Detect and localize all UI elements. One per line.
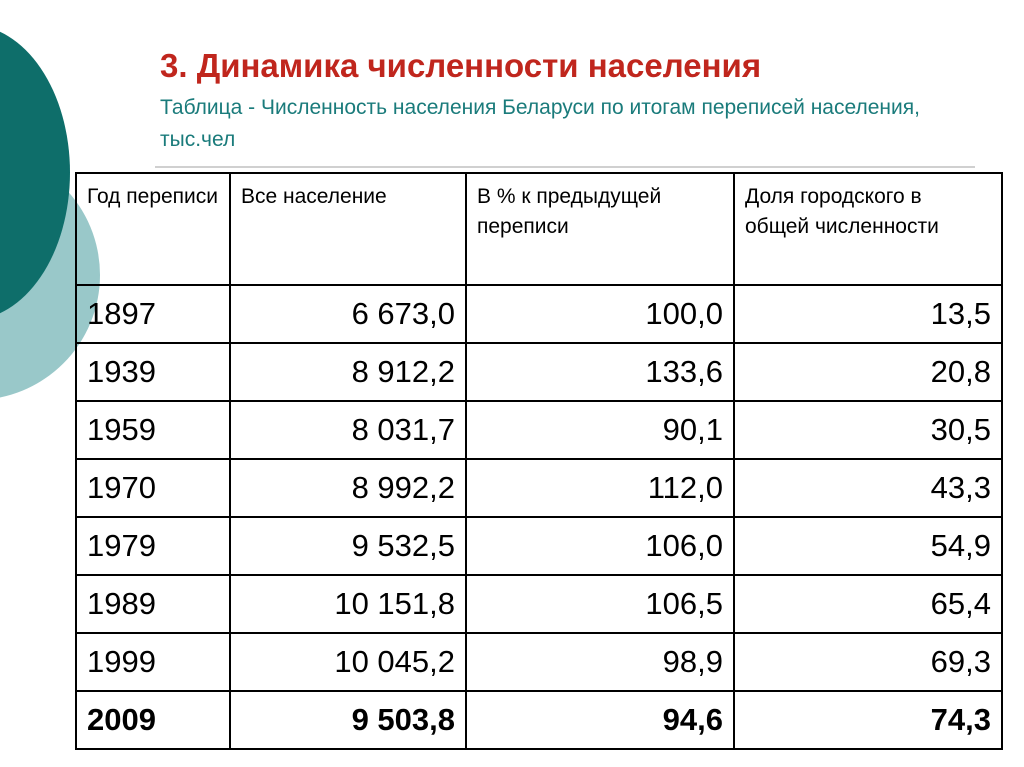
cell-urban-share: 13,5 (734, 285, 1002, 343)
table-header-row (76, 173, 1002, 285)
cell-population: 6 673,0 (230, 285, 466, 343)
slide-title: 3. Динамика численности населения (160, 47, 762, 84)
cell-year: 1999 (76, 633, 230, 691)
cell-percent-previous: 94,6 (466, 691, 734, 749)
cell-population: 8 031,7 (230, 401, 466, 459)
cell-year: 1989 (76, 575, 230, 633)
cell-percent-previous: 90,1 (466, 401, 734, 459)
table-caption: Таблица - Численность населения Беларуси по итогам переписей населения, тыс.чел (160, 96, 920, 151)
cell-population: 9 532,5 (230, 517, 466, 575)
cell-percent-previous: 106,0 (466, 517, 734, 575)
table-row (76, 285, 1002, 343)
cell-urban-share: 74,3 (734, 691, 1002, 749)
table-row-highlighted (76, 691, 1002, 749)
cell-population: 8 992,2 (230, 459, 466, 517)
cell-year: 2009 (76, 691, 230, 749)
cell-year: 1970 (76, 459, 230, 517)
header-urban-share: Доля городского в общей численности (734, 173, 1002, 285)
cell-percent-previous: 98,9 (466, 633, 734, 691)
cell-percent-previous: 106,5 (466, 575, 734, 633)
cell-population: 10 151,8 (230, 575, 466, 633)
cell-urban-share: 30,5 (734, 401, 1002, 459)
cell-year: 1959 (76, 401, 230, 459)
table-row (76, 633, 1002, 691)
table-row (76, 517, 1002, 575)
cell-percent-previous: 133,6 (466, 343, 734, 401)
cell-population: 10 045,2 (230, 633, 466, 691)
cell-year: 1897 (76, 285, 230, 343)
population-table (75, 172, 1003, 750)
cell-percent-previous: 100,0 (466, 285, 734, 343)
table-row (76, 459, 1002, 517)
cell-urban-share: 69,3 (734, 633, 1002, 691)
cell-year: 1979 (76, 517, 230, 575)
table-row (76, 401, 1002, 459)
cell-urban-share: 20,8 (734, 343, 1002, 401)
cell-percent-previous: 112,0 (466, 459, 734, 517)
cell-urban-share: 65,4 (734, 575, 1002, 633)
cell-population: 8 912,2 (230, 343, 466, 401)
divider (155, 166, 975, 168)
header-population: Все население (230, 173, 466, 285)
cell-population: 9 503,8 (230, 691, 466, 749)
header-percent-previous: В % к предыдущей переписи (466, 173, 734, 285)
cell-urban-share: 54,9 (734, 517, 1002, 575)
table-row (76, 343, 1002, 401)
cell-urban-share: 43,3 (734, 459, 1002, 517)
table-row (76, 575, 1002, 633)
header-year: Год переписи (76, 173, 230, 285)
cell-year: 1939 (76, 343, 230, 401)
